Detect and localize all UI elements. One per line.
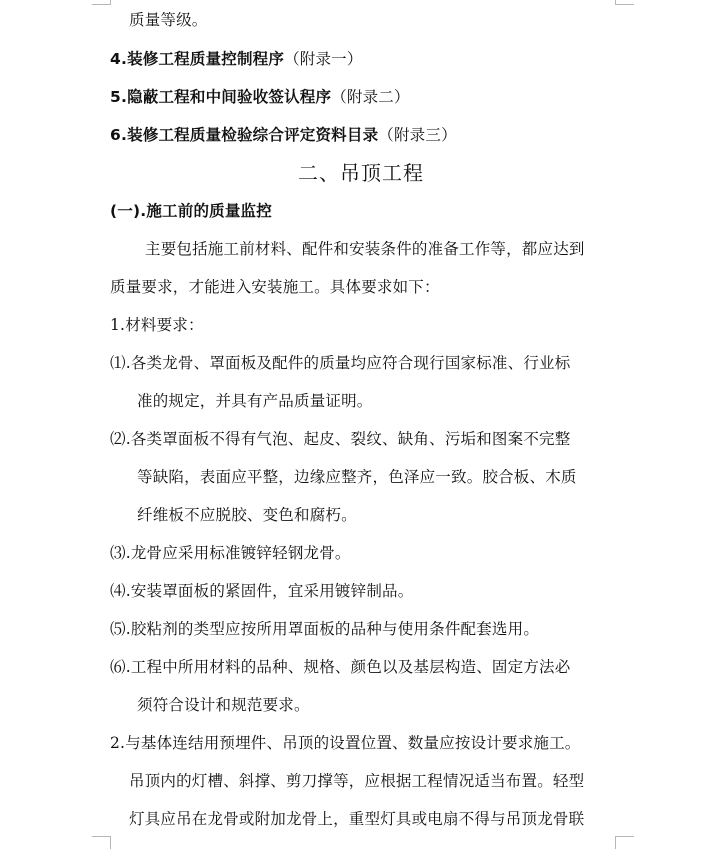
paragraph-line: 质量要求，才能进入安装施工。具体要求如下：: [110, 278, 440, 296]
page-corner-mark: [615, 0, 634, 5]
list-item-line: 准的规定，并具有产品质量证明。: [137, 392, 373, 410]
paragraph-line: 灯具应吊在龙骨或附加龙骨上，重型灯具或电扇不得与吊顶龙骨联: [129, 810, 585, 828]
section-heading: 二、吊顶工程: [298, 161, 424, 185]
list-item-line: ⑴.各类龙骨、罩面板及配件的质量均应符合现行国家标准、行业标: [110, 354, 571, 372]
list-item-4: [110, 49, 363, 69]
appendix-note: （附录一）: [284, 50, 363, 68]
list-item-line: ⑸.胶粘剂的类型应按所用罩面板的品种与使用条件配套选用。: [110, 620, 540, 638]
list-item-title: 4.装修工程质量控制程序: [110, 50, 285, 68]
list-item-line: ⑷.安装罩面板的紧固件，宜采用镀锌制品。: [110, 582, 414, 600]
list-heading: 1.材料要求：: [110, 316, 204, 334]
list-item-5: [110, 87, 410, 107]
list-heading: 2.与基体连结用预埋件、吊顶的设置位置、数量应按设计要求施工。: [110, 734, 581, 752]
text-line: 质量等级。: [129, 11, 208, 29]
list-item-title: 6.装修工程质量检验综合评定资料目录: [110, 126, 379, 144]
list-item-line: ⑵.各类罩面板不得有气泡、起皮、裂纹、缺角、污垢和图案不完整: [110, 430, 571, 448]
appendix-note: （附录三）: [378, 126, 457, 144]
list-item-line: 纤维板不应脱胶、变色和腐朽。: [137, 506, 357, 524]
list-item-line: ⑹.工程中所用材料的品种、规格、颜色以及基层构造、固定方法必: [110, 658, 571, 676]
page-corner-mark: [615, 836, 634, 849]
list-item-6: [110, 125, 457, 145]
page-corner-mark: [92, 836, 111, 849]
subsection-heading: (一).施工前的质量监控: [110, 202, 272, 220]
list-item-title: 5.隐蔽工程和中间验收签认程序: [110, 88, 332, 106]
paragraph-line: 主要包括施工前材料、配件和安装条件的准备工作等，都应达到: [145, 240, 585, 258]
list-item-line: 等缺陷，表面应平整，边缘应整齐，色泽应一致。胶合板、木质: [137, 468, 577, 486]
appendix-note: （附录二）: [331, 88, 410, 106]
page-corner-mark: [92, 0, 111, 5]
list-item-line: ⑶.龙骨应采用标准镀锌轻钢龙骨。: [110, 544, 351, 562]
paragraph-line: 吊顶内的灯槽、斜撑、剪刀撑等，应根据工程情况适当布置。轻型: [129, 772, 585, 790]
list-item-line: 须符合设计和规范要求。: [137, 696, 310, 714]
